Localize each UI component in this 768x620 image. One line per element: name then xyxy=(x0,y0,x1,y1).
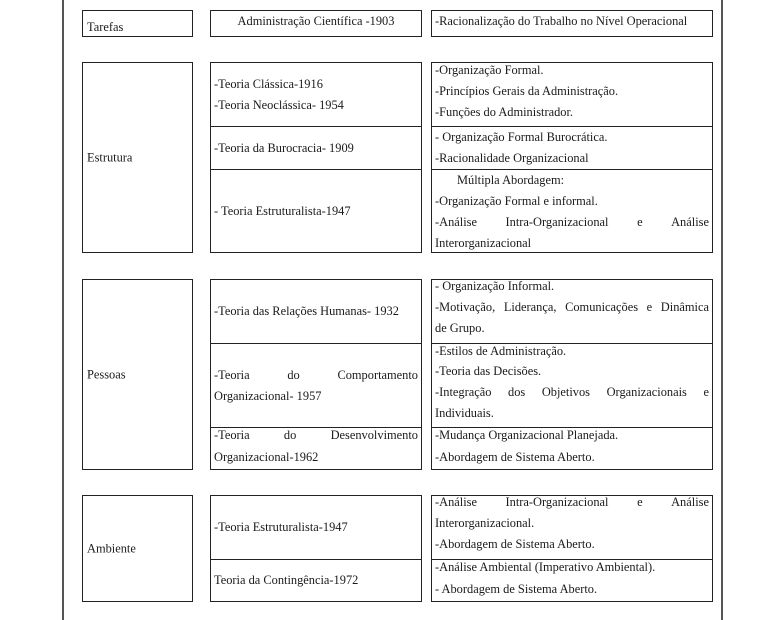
contribution-line: de Grupo. xyxy=(435,321,485,335)
theory-cell xyxy=(211,280,421,343)
contribution-line: -Racionalização do Trabalho no Nível Operacional xyxy=(435,14,688,28)
category-cell-tarefas xyxy=(82,10,193,37)
contribution-line: -Abordagem de Sistema Aberto. xyxy=(435,450,595,464)
word: e xyxy=(637,495,643,509)
word: Intra-Organizacional xyxy=(505,495,609,509)
contribution-line: - Abordagem de Sistema Aberto. xyxy=(435,582,598,596)
word: -Integração xyxy=(435,385,492,399)
contribution-box-pessoas xyxy=(431,279,713,470)
contribution-box-estrutura xyxy=(431,62,713,253)
theory-line: -Teoria Estruturalista-1947 xyxy=(214,520,348,534)
theory-cell xyxy=(211,169,421,252)
word: Análise xyxy=(671,215,709,229)
theory-line: -Teoria das Relações Humanas- 1932 xyxy=(214,304,399,318)
contribution-line: Individuais. xyxy=(435,406,494,420)
word: Liderança, xyxy=(503,300,557,314)
theory-box-estrutura xyxy=(210,62,422,253)
contribution-line: -Racionalidade Organizacional xyxy=(435,151,589,165)
contribution-line: -Mudança Organizacional Planejada. xyxy=(435,428,619,442)
theory-cell xyxy=(211,427,421,469)
category-label: Estrutura xyxy=(87,150,133,164)
word: Desenvolvimento xyxy=(330,428,418,442)
word: -Análise xyxy=(435,495,477,509)
word: Objetivos xyxy=(541,385,590,399)
contribution-cell xyxy=(432,492,712,559)
contribution-cell xyxy=(432,343,712,427)
contribution-cell xyxy=(432,126,712,169)
category-cell-pessoas xyxy=(82,279,193,470)
word: Organizacionais xyxy=(606,385,687,399)
category-label: Ambiente xyxy=(87,541,136,555)
theory-line: Administração Científica -1903 xyxy=(237,14,395,28)
theory-cell xyxy=(211,63,421,126)
contribution-line: -Organização Formal e informal. xyxy=(435,194,598,208)
contribution-line: -Análise Ambiental (Imperativo Ambiental). xyxy=(435,560,656,574)
contribution-line-justified xyxy=(435,297,709,318)
category-label: Tarefas xyxy=(87,20,124,34)
word: do xyxy=(287,367,300,382)
page-frame-right-border xyxy=(721,0,723,620)
contribution-line: -Teoria das Decisões. xyxy=(435,364,542,378)
theory-line: -Teoria Clássica-1916 xyxy=(214,76,323,91)
word: e xyxy=(637,215,643,229)
word: Dinâmica xyxy=(660,300,709,314)
word: Intra-Organizacional xyxy=(505,215,609,229)
word: -Teoria xyxy=(214,367,250,382)
contribution-line: -Organização Formal. xyxy=(435,63,544,77)
theory-line: Teoria da Contingência-1972 xyxy=(214,573,359,587)
theory-cell xyxy=(211,11,421,36)
word: dos xyxy=(508,385,526,399)
contribution-heading: Múltipla Abordagem: xyxy=(457,173,565,187)
theory-line: Organizacional- 1957 xyxy=(214,388,322,403)
contribution-line: -Estilos de Administração. xyxy=(435,344,567,358)
category-cell-ambiente xyxy=(82,495,193,602)
theory-cell xyxy=(211,496,421,559)
word: Comunicações xyxy=(565,300,639,314)
word: e xyxy=(703,385,709,399)
contribution-line-justified xyxy=(435,492,709,513)
theory-line: Organizacional-1962 xyxy=(214,450,319,464)
contribution-cell xyxy=(432,276,712,343)
theory-line-justified xyxy=(214,365,418,386)
contribution-cell xyxy=(432,60,712,126)
word: Comportamento xyxy=(337,367,418,382)
contribution-line: - Organização Informal. xyxy=(435,279,555,293)
theory-line: -Teoria da Burocracia- 1909 xyxy=(214,140,354,155)
word: Análise xyxy=(671,495,709,509)
category-label: Pessoas xyxy=(87,367,126,381)
theory-line: - Teoria Estruturalista-1947 xyxy=(214,203,351,218)
theory-cell xyxy=(211,559,421,601)
contribution-cell xyxy=(432,559,712,601)
contribution-line: -Princípios Gerais da Administração. xyxy=(435,84,619,98)
word: -Análise xyxy=(435,215,477,229)
word: e xyxy=(646,300,653,314)
contribution-line-justified xyxy=(435,382,709,403)
contribution-line: Interorganizacional xyxy=(435,236,532,250)
contribution-cell xyxy=(432,427,712,469)
word: do xyxy=(283,428,297,442)
contribution-line: - Organização Formal Burocrática. xyxy=(435,130,608,144)
theory-box-ambiente xyxy=(210,495,422,602)
theory-box-tarefas xyxy=(210,10,422,37)
contribution-cell xyxy=(432,11,712,36)
word: -Teoria xyxy=(214,428,250,442)
theory-cell xyxy=(211,126,421,169)
contribution-line-justified xyxy=(435,212,709,233)
contribution-box-ambiente xyxy=(431,495,713,602)
theory-box-pessoas xyxy=(210,279,422,470)
theory-cell xyxy=(211,343,421,427)
contribution-line: -Abordagem de Sistema Aberto. xyxy=(435,537,595,551)
page-frame-left-border xyxy=(62,0,64,620)
theory-line: -Teoria Neoclássica- 1954 xyxy=(214,97,344,112)
contribution-cell xyxy=(432,169,712,252)
contribution-line: -Funções do Administrador. xyxy=(435,105,574,119)
theory-line-justified xyxy=(214,428,418,447)
category-cell-estrutura xyxy=(82,62,193,253)
contribution-box-tarefas xyxy=(431,10,713,37)
word: -Motivação, xyxy=(435,300,496,314)
contribution-line: Interorganizacional. xyxy=(435,516,535,530)
